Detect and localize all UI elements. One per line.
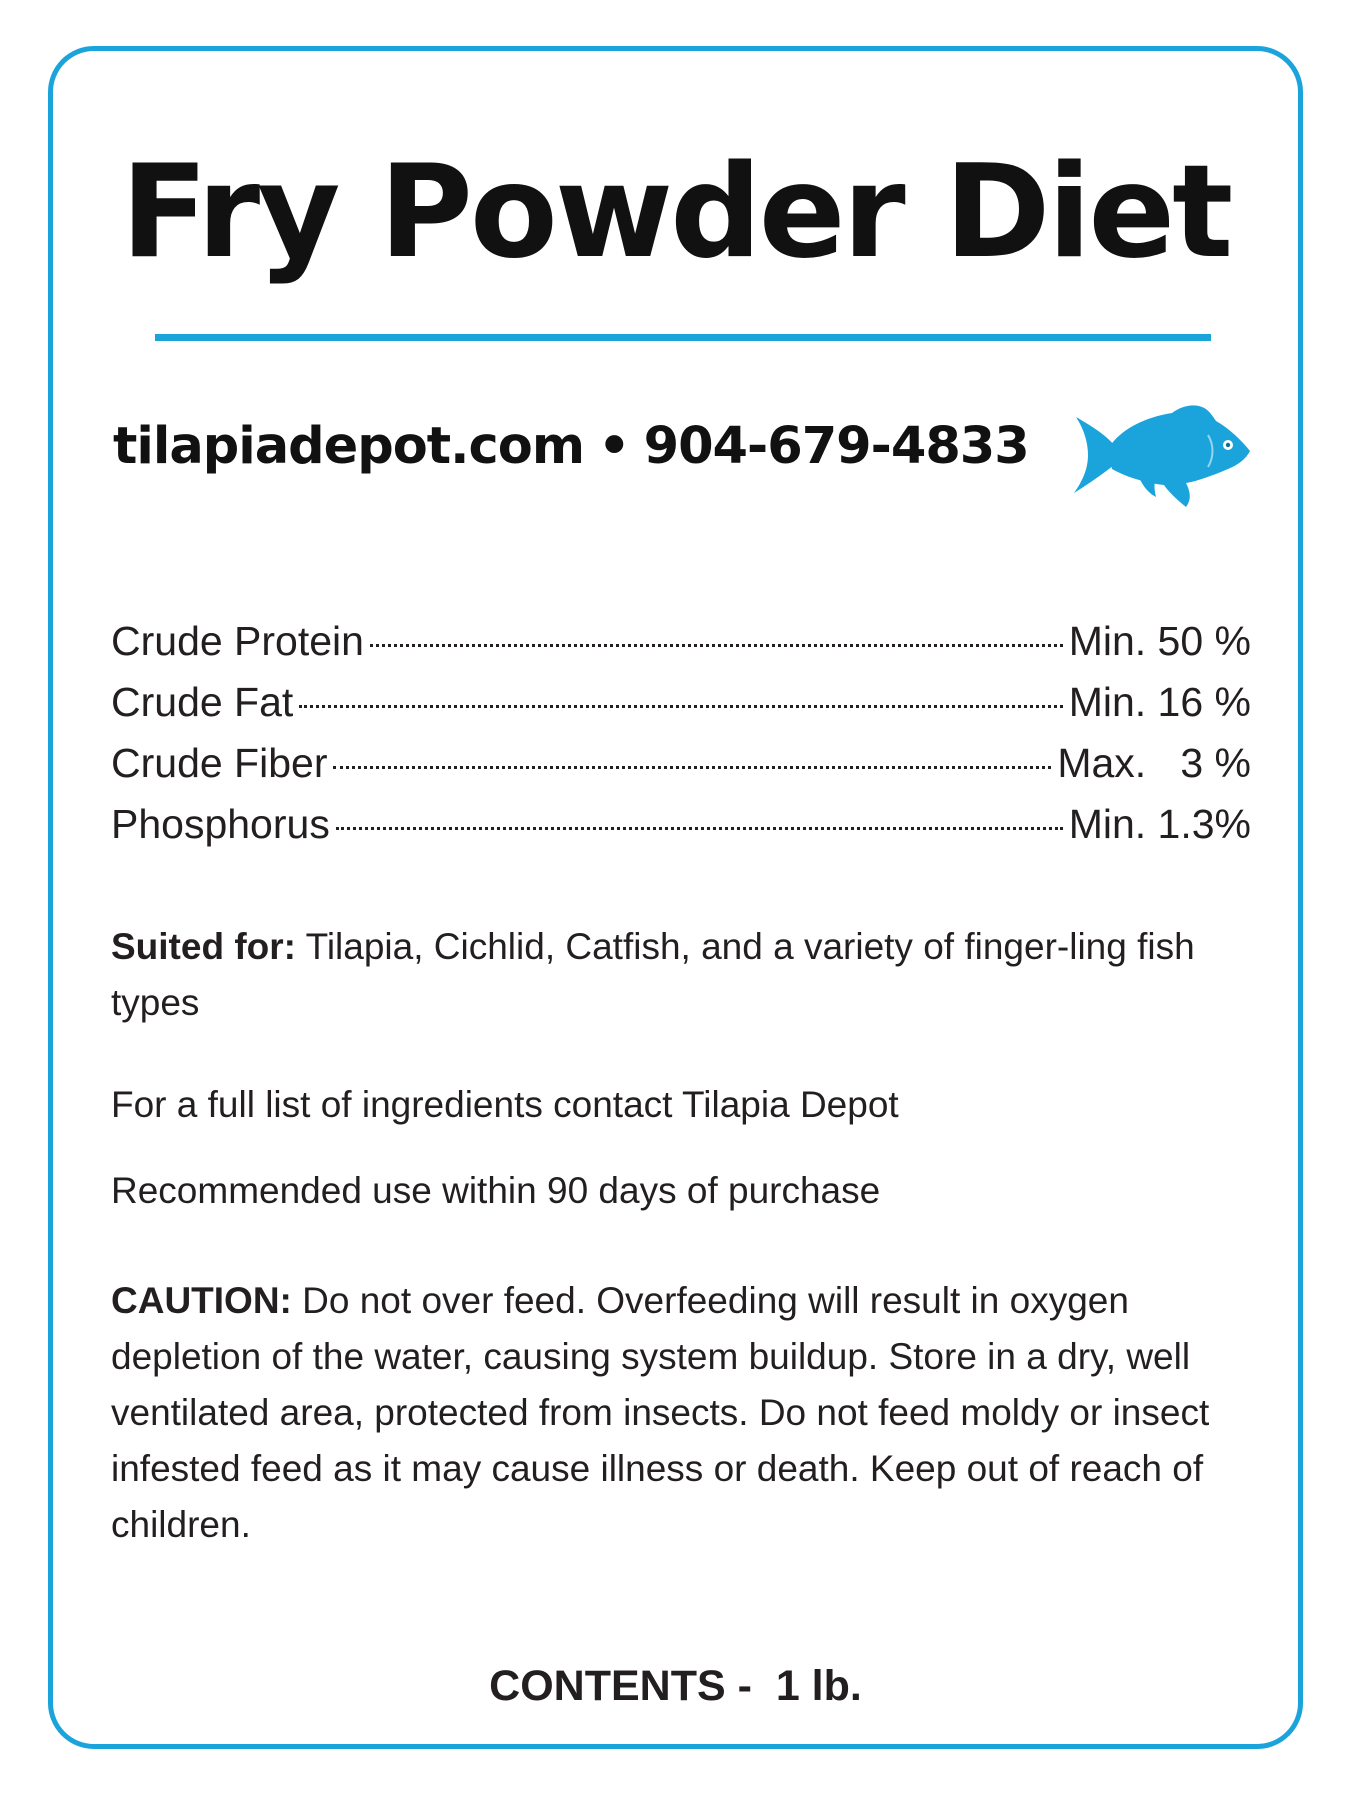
dot-leader (333, 766, 1051, 769)
analysis-name: Crude Fat (111, 679, 294, 725)
dot-leader (370, 644, 1063, 647)
usage-recommendation: Recommended use within 90 days of purchase (111, 1170, 881, 1211)
caution-paragraph (111, 1273, 1241, 1553)
analysis-value: Max. 3 % (1057, 740, 1251, 786)
analysis-name: Crude Fiber (111, 740, 328, 786)
fish-icon (1068, 399, 1253, 509)
suited-for-label: Suited for: (111, 926, 296, 967)
analysis-row (111, 733, 1251, 794)
product-title: Fry Powder Diet (120, 138, 1231, 287)
contact-row (113, 399, 1253, 509)
analysis-name: Phosphorus (111, 801, 330, 847)
contact-separator: • (597, 417, 630, 476)
caution-label: CAUTION: (111, 1280, 292, 1321)
suited-for-paragraph (111, 919, 1241, 1031)
ingredients-note: For a full list of ingredients contact Tilapia Depot (111, 1084, 899, 1125)
analysis-row (111, 672, 1251, 733)
suited-for-text: Tilapia, Cichlid, Catfish, and a variety of finger-ling fish types (111, 926, 1195, 1023)
dot-leader (299, 705, 1062, 708)
title-divider (155, 334, 1211, 341)
contact-info (113, 417, 1029, 476)
analysis-value: Min. 1.3% (1068, 801, 1251, 847)
dot-leader (336, 827, 1063, 830)
product-label (48, 46, 1303, 1749)
guaranteed-analysis (111, 611, 1251, 855)
caution-text: Do not over feed. Overfeeding will result in oxygen depletion of the water, causing system buildup. Store in a dry, well ventilated area, protected from insects. Do not feed moldy or insect infested feed as it may cause illness or death. Keep out of reach of children. (111, 1280, 1210, 1545)
analysis-value: Min. 16 % (1068, 679, 1251, 725)
website-text: tilapiadepot.com (113, 417, 584, 476)
phone-text: 904-679-4833 (643, 417, 1029, 476)
analysis-row (111, 611, 1251, 672)
analysis-value: Min. 50 % (1068, 618, 1251, 664)
analysis-row (111, 794, 1251, 855)
analysis-name: Crude Protein (111, 618, 364, 664)
net-contents: CONTENTS - 1 lb. (489, 1662, 862, 1710)
